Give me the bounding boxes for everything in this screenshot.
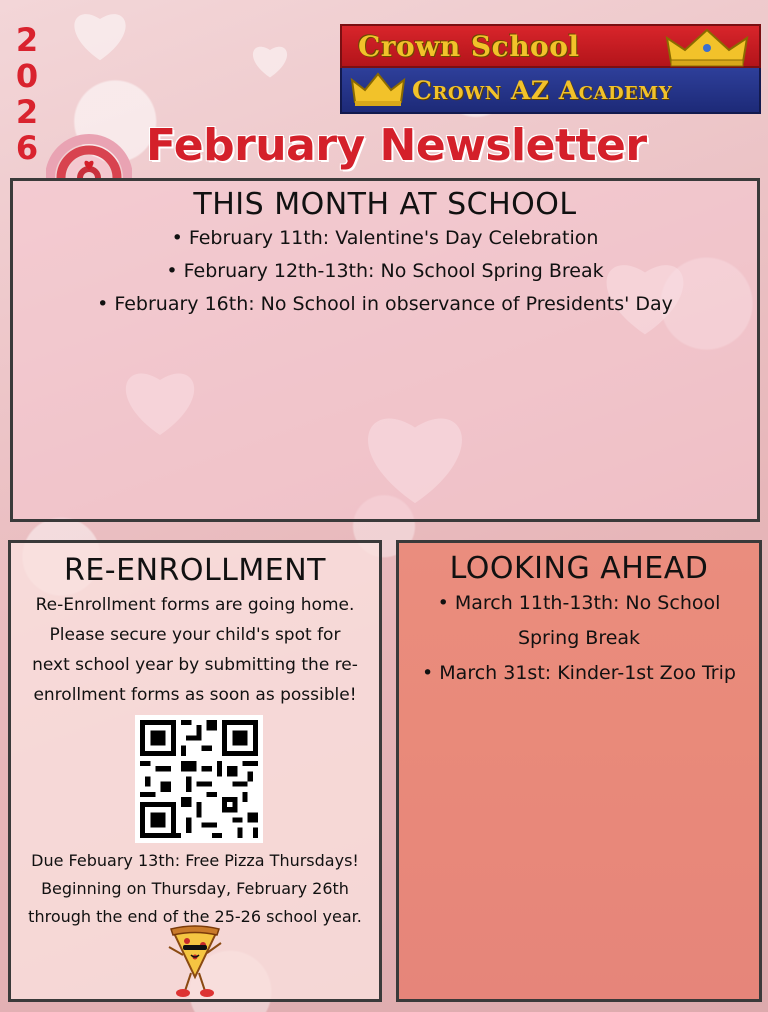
body-line: next school year by submitting the re- [32,655,358,675]
pizza-announcement [11,847,379,931]
reenrollment-heading: RE-ENROLLMENT [63,553,326,588]
year-digit: 0 [15,57,39,95]
heart-decoration [250,40,290,80]
list-item: Spring Break [517,627,641,649]
banner-bottom-stripe [340,68,761,114]
year-vertical [12,22,42,166]
footer-line: through the end of the 25-26 school year. [28,907,362,926]
this-month-section [10,178,760,522]
list-item: • February 16th: No School in observance of Presidents' Day [97,293,673,315]
list-item: • February 11th: Valentine's Day Celebration [171,227,599,249]
year-digit: 2 [15,93,39,131]
reenrollment-body [11,590,379,710]
list-item: • February 12th-13th: No School Spring Break [166,260,604,282]
footer-line: Beginning on Thursday, February 26th [41,879,349,898]
school-banner [340,24,761,114]
qr-code[interactable] [135,715,263,843]
page-title: February Newsletter [146,120,647,171]
body-line: Re-Enrollment forms are going home. [35,595,355,615]
academy-name: Crown AZ Academy [412,75,673,105]
body-line: enrollment forms as soon as possible! [33,685,357,705]
rainbow-icon [46,112,132,178]
year-digit: 6 [15,129,39,167]
school-name: Crown School [358,29,580,63]
year-digit: 2 [15,21,39,59]
footer-line: Due Febuary 13th: Free Pizza Thursdays! [31,851,359,870]
body-line: Please secure your child's spot for [49,625,341,645]
list-item: • March 31st: Kinder-1st Zoo Trip [422,662,736,684]
pizza-mascot-icon [163,925,227,999]
crown-icon [350,72,406,108]
reenrollment-section [8,540,382,1002]
crown-icon [663,28,751,68]
list-item: • March 11th-13th: No School [437,592,721,614]
banner-top-stripe [340,24,761,68]
looking-ahead-heading: LOOKING AHEAD [449,551,709,586]
this-month-heading: THIS MONTH AT SCHOOL [193,187,577,222]
heart-decoration [70,4,130,64]
looking-ahead-section [396,540,762,1002]
